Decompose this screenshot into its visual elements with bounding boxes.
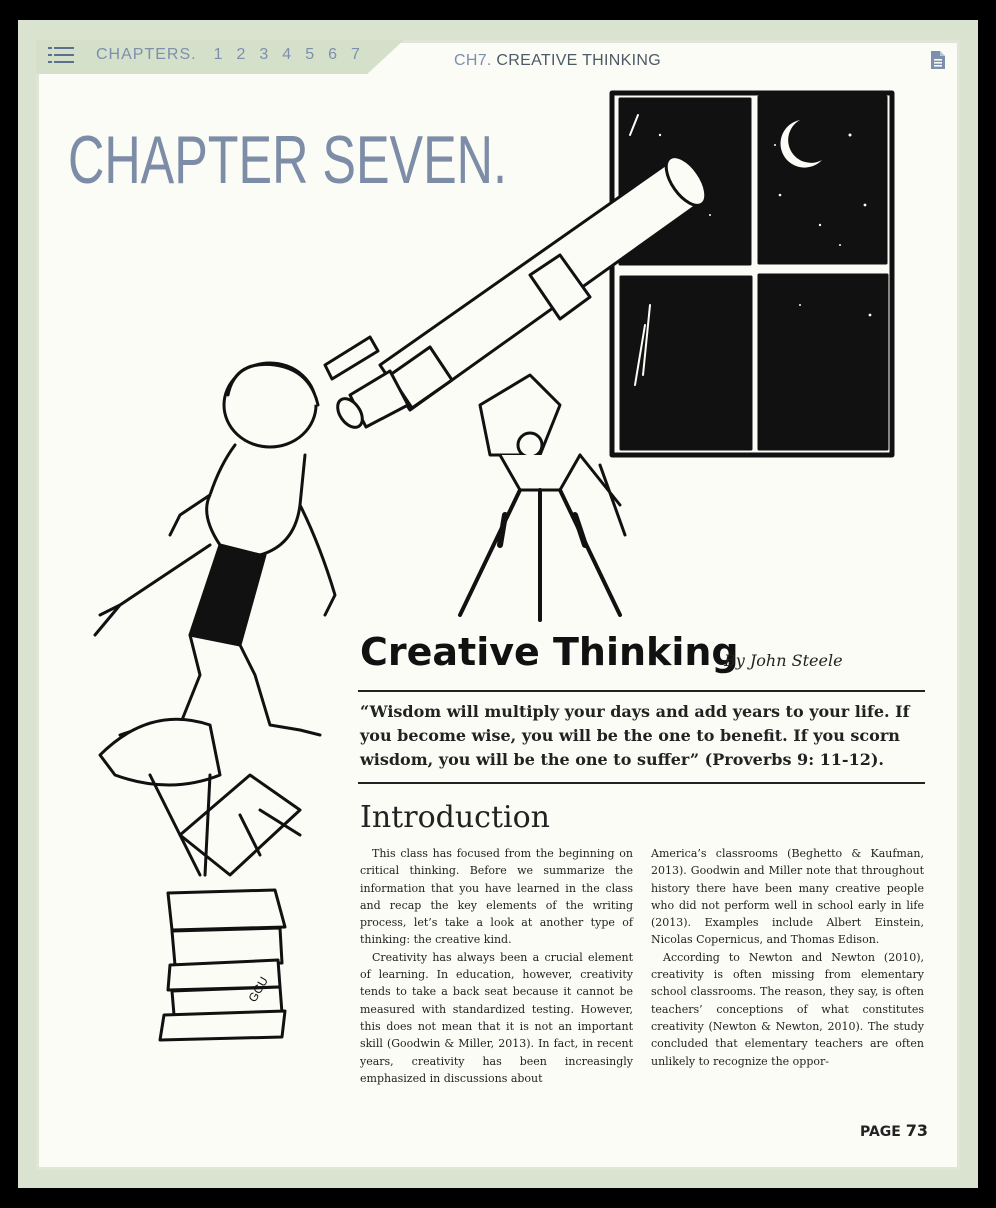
page-number-value: 73 bbox=[905, 1121, 929, 1140]
chapter-link-4[interactable]: 4 bbox=[282, 46, 292, 63]
breadcrumb bbox=[454, 52, 661, 70]
article-title: Creative Thinking bbox=[360, 630, 739, 674]
chapter-nav bbox=[48, 44, 367, 66]
stool bbox=[100, 719, 300, 875]
night-window bbox=[612, 93, 892, 455]
document-icon[interactable] bbox=[930, 50, 946, 70]
chapter-link-3[interactable]: 3 bbox=[259, 46, 269, 63]
quote-rule-top bbox=[358, 690, 925, 692]
boy-figure bbox=[95, 363, 335, 735]
section-heading: Introduction bbox=[360, 800, 550, 835]
chapter-link-6[interactable]: 6 bbox=[328, 46, 338, 63]
paragraph: America’s classrooms (Beghetto & Kaufman, 2013). Goodwin and Miller note that throughout history there have been many creative people who did not perform well in school early in life (2013). Examples include Albert Einstein, Nicolas Copernicus, and Thomas Edison. bbox=[651, 847, 924, 947]
breadcrumb-chapter: CH7. bbox=[454, 52, 492, 69]
menu-icon[interactable] bbox=[48, 46, 74, 64]
chapter-link-7[interactable]: 7 bbox=[351, 46, 360, 63]
book-stack bbox=[160, 890, 285, 1040]
chapter-link-2[interactable]: 2 bbox=[236, 46, 246, 63]
paragraph: According to Newton and Newton (2010), creativity is often missing from elementary school classrooms. The reason, they say, is often teachers’ conceptions of what constitutes creativity (Newton & Newton, 2010). The study concluded that elementary teachers are often unlikely to recognize the oppor- bbox=[651, 950, 924, 1068]
paragraph: This class has focused from the beginning on critical thinking. Before we summarize the information that you have learned in the class and recap the key elements of the writing process, let’s take a look at another type of thinking: the creative kind. bbox=[360, 847, 633, 947]
book-spine-label: GCU bbox=[245, 974, 271, 1005]
chapter-heading: CHAPTER SEVEN. bbox=[68, 122, 508, 198]
epigraph-quote: “Wisdom will multiply your days and add years to your life. If you become wise, you will be the one to benefit. If you scorn wisdom, you will be the one to suffer” (Proverbs 9: 11-12). bbox=[360, 702, 910, 769]
article-byline: By John Steele bbox=[724, 651, 843, 670]
chapter-link-1[interactable]: 1 bbox=[213, 46, 223, 63]
paragraph: Creativity has always been a crucial element of learning. In education, however, creativity tends to take a back seat because it cannot be measured with standardized testing. However, this does not mean that it is not an important skill (Goodwin & Miller, 2013). In fact, in recent years, creativity has been increasingly emphasized in discussions about bbox=[360, 950, 633, 1085]
breadcrumb-title: CREATIVE THINKING bbox=[496, 52, 661, 69]
chapter-link-5[interactable]: 5 bbox=[305, 46, 315, 63]
text-column-2 bbox=[651, 845, 924, 1070]
quote-rule-bottom bbox=[358, 782, 925, 784]
chapters-label: CHAPTERS. bbox=[96, 46, 197, 63]
text-column-1 bbox=[360, 845, 633, 1087]
page-number bbox=[860, 1121, 928, 1140]
page-label: PAGE bbox=[860, 1124, 901, 1140]
